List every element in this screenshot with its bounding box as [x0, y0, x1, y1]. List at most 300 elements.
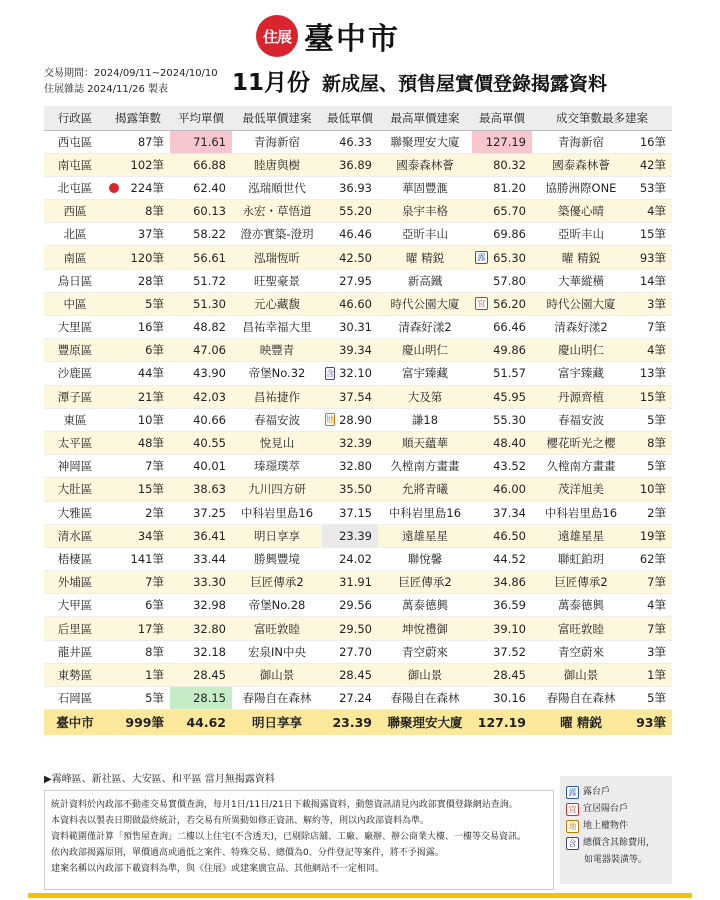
high-project-cell: 遠雄星星	[378, 524, 472, 547]
avg-price-cell: 40.01	[170, 455, 232, 478]
top-count-cell: 3筆	[630, 292, 672, 315]
count-cell	[106, 176, 170, 199]
legend-item-terrace	[566, 784, 666, 801]
legend-item-superficies	[566, 818, 666, 835]
top-count-cell: 5筆	[630, 687, 672, 710]
high-price-cell: 69.86	[472, 223, 532, 246]
top-project-cell: 慶山明仁	[532, 339, 630, 362]
high-project-cell: 中科岩里島16	[378, 501, 472, 524]
count-cell: 34筆	[106, 524, 170, 547]
district-cell: 石岡區	[44, 687, 106, 710]
page-header	[0, 0, 720, 106]
note-line: 資料範圍僅計算「預售屋查詢」二樓以上住宅(不含透天)，已剔除店舖、工廠、廠辦、辦公商業大樓、一樓等交易資訊。	[51, 832, 527, 842]
count-cell: 16筆	[106, 316, 170, 339]
table-row	[44, 547, 672, 570]
top-count-cell: 42筆	[630, 153, 672, 176]
district-cell: 東區	[44, 408, 106, 431]
high-price-cell: 65.70	[472, 200, 532, 223]
high-price-cell: 36.59	[472, 594, 532, 617]
notes-box	[44, 790, 554, 890]
high-price-cell: 30.16	[472, 687, 532, 710]
balcony-mark-icon: 宜	[566, 803, 579, 816]
low-project-cell: 春福安波	[232, 408, 322, 431]
top-count-cell: 2筆	[630, 501, 672, 524]
brand-logo	[256, 14, 400, 58]
top-count-cell: 5筆	[630, 455, 672, 478]
count-cell: 102筆	[106, 153, 170, 176]
count-cell: 28筆	[106, 269, 170, 292]
high-project-cell: 時代公園大廈	[378, 292, 472, 315]
title-text: 新成屋、預售屋實價登錄揭露資料	[322, 73, 608, 95]
low-project-cell: 昌祐捷作	[232, 385, 322, 408]
avg-price-cell: 56.61	[170, 246, 232, 269]
low-price-cell: 29.50	[322, 617, 378, 640]
high-price-cell: 34.86	[472, 571, 532, 594]
meta-info	[44, 66, 218, 98]
top-project-cell: 協勝洲際ONE	[532, 176, 630, 199]
total-district: 臺中市	[44, 710, 106, 735]
top-project-cell: 遠雄星星	[532, 524, 630, 547]
high-price-cell: 44.52	[472, 547, 532, 570]
count-cell: 87筆	[106, 130, 170, 153]
count-cell: 2筆	[106, 501, 170, 524]
high-price-cell: 66.46	[472, 316, 532, 339]
top-count-cell: 10筆	[630, 478, 672, 501]
low-project-cell: 帝堡No.28	[232, 594, 322, 617]
col-header-low-name: 最低單價建案	[232, 106, 322, 130]
cell-value: 224筆	[130, 180, 164, 195]
avg-price-cell: 43.90	[170, 362, 232, 385]
count-cell: 48筆	[106, 431, 170, 454]
high-price-cell: 45.95	[472, 385, 532, 408]
low-price-cell: 30.31	[322, 316, 378, 339]
avg-price-cell: 33.30	[170, 571, 232, 594]
district-cell: 大雅區	[44, 501, 106, 524]
low-price-cell: 46.33	[322, 130, 378, 153]
table-row	[44, 316, 672, 339]
avg-price-cell: 48.82	[170, 316, 232, 339]
legend-extra: 如電器裝潢等。	[584, 855, 648, 865]
low-project-cell: 旺聖豪景	[232, 269, 322, 292]
inclusive-mark-icon: 含	[566, 837, 579, 850]
top-project-cell: 富宇臻藏	[532, 362, 630, 385]
note-line: 本資料表以製表日期做最終統計，若交易有所異動如修正資訊、解約等，則以內政部資料為準。	[51, 816, 430, 826]
top-count-cell: 5筆	[630, 408, 672, 431]
avg-price-cell: 40.66	[170, 408, 232, 431]
high-price-cell	[472, 292, 532, 315]
high-project-cell: 新高鐵	[378, 269, 472, 292]
top-project-cell: 久樘南方畫畫	[532, 455, 630, 478]
high-project-cell: 國泰森林薈	[378, 153, 472, 176]
table-row	[44, 385, 672, 408]
high-project-cell: 御山景	[378, 663, 472, 686]
count-cell: 15筆	[106, 478, 170, 501]
top-count-cell: 1筆	[630, 663, 672, 686]
low-project-cell: 元心藏馥	[232, 292, 322, 315]
high-price-cell: 43.52	[472, 455, 532, 478]
table-row	[44, 524, 672, 547]
legend-label: 露台戶	[583, 787, 611, 797]
top-project-cell: 青海新宿	[532, 130, 630, 153]
table-row	[44, 362, 672, 385]
count-cell: 141筆	[106, 547, 170, 570]
table-row	[44, 640, 672, 663]
low-price-cell: 37.54	[322, 385, 378, 408]
low-price-cell: 23.39	[322, 524, 378, 547]
high-price-cell: 37.34	[472, 501, 532, 524]
avg-price-cell: 71.61	[170, 130, 232, 153]
table-row	[44, 130, 672, 153]
low-price-cell: 27.24	[322, 687, 378, 710]
top-project-cell: 中科岩里島16	[532, 501, 630, 524]
cell-value: 56.20	[493, 296, 526, 311]
district-cell: 豐原區	[44, 339, 106, 362]
top-project-cell: 曜 精鋭	[532, 246, 630, 269]
low-price-cell: 24.02	[322, 547, 378, 570]
high-project-cell: 聯悅馨	[378, 547, 472, 570]
city-name: 臺中市	[304, 22, 400, 57]
low-project-cell: 泓瑞順世代	[232, 176, 322, 199]
avg-price-cell: 28.45	[170, 663, 232, 686]
avg-price-cell: 62.40	[170, 176, 232, 199]
high-project-cell: 清森好漾2	[378, 316, 472, 339]
zhuzhan-logo-badge: 住展	[256, 15, 298, 57]
top-project-cell: 茂洋旭美	[532, 478, 630, 501]
table-row	[44, 571, 672, 594]
legend-item-balcony	[566, 801, 666, 818]
district-cell: 梧棲區	[44, 547, 106, 570]
avg-price-cell: 32.80	[170, 617, 232, 640]
district-cell: 烏日區	[44, 269, 106, 292]
top-project-cell: 御山景	[532, 663, 630, 686]
col-header-low: 最低單價	[322, 106, 378, 130]
top-count-cell: 19筆	[630, 524, 672, 547]
low-price-cell: 27.95	[322, 269, 378, 292]
low-project-cell: 瑧璟璞萃	[232, 455, 322, 478]
top-count-cell: 8筆	[630, 431, 672, 454]
cell-value: 65.30	[493, 250, 526, 265]
page-title	[232, 64, 607, 97]
producer-line: 住展雜誌 2024/11/26 製表	[44, 84, 168, 95]
top-project-cell: 春福安波	[532, 408, 630, 431]
low-project-cell: 泓瑞恆昕	[232, 246, 322, 269]
count-cell: 37筆	[106, 223, 170, 246]
top-count-cell: 13筆	[630, 362, 672, 385]
legend-label: 總價含其餘費用，	[583, 838, 656, 848]
district-cell: 西屯區	[44, 130, 106, 153]
count-cell: 21筆	[106, 385, 170, 408]
high-project-cell: 曜 精鋭	[378, 246, 472, 269]
high-project-cell: 華固豐滙	[378, 176, 472, 199]
low-project-cell: 春陽自在森林	[232, 687, 322, 710]
high-project-cell: 聯聚理安大廈	[378, 130, 472, 153]
top-count-cell: 15筆	[630, 385, 672, 408]
high-project-cell: 慶山明仁	[378, 339, 472, 362]
han-mark-icon: 含	[326, 368, 335, 378]
price-table	[44, 106, 672, 735]
low-project-cell: 富旺敦睦	[232, 617, 322, 640]
col-header-high-name: 最高單價建案	[378, 106, 472, 130]
district-cell: 后里區	[44, 617, 106, 640]
table-row	[44, 292, 672, 315]
table-row	[44, 478, 672, 501]
high-price-cell: 48.40	[472, 431, 532, 454]
district-cell: 西區	[44, 200, 106, 223]
table-row	[44, 153, 672, 176]
legend-label: 地上權物件	[583, 821, 629, 831]
high-project-cell: 大及第	[378, 385, 472, 408]
low-project-cell: 帝堡No.32	[232, 362, 322, 385]
table-row	[44, 501, 672, 524]
col-header-count: 揭露筆數	[106, 106, 170, 130]
top-count-cell: 4筆	[630, 339, 672, 362]
total-low: 23.39	[322, 710, 378, 735]
low-project-cell: 御山景	[232, 663, 322, 686]
cell-value: 28.90	[339, 412, 372, 427]
district-cell: 北區	[44, 223, 106, 246]
table-row	[44, 408, 672, 431]
avg-price-cell: 58.22	[170, 223, 232, 246]
high-price-cell: 127.19	[472, 130, 532, 153]
high-project-cell: 巨匠傳承2	[378, 571, 472, 594]
high-price-cell: 49.86	[472, 339, 532, 362]
trading-period: 交易期間：2024/09/11~2024/10/10	[44, 68, 218, 79]
low-price-cell: 36.93	[322, 176, 378, 199]
table-row	[44, 176, 672, 199]
district-cell: 北屯區	[44, 176, 106, 199]
total-row	[44, 710, 672, 735]
count-cell: 6筆	[106, 339, 170, 362]
high-project-cell: 久樘南方畫畫	[378, 455, 472, 478]
high-price-cell: 51.57	[472, 362, 532, 385]
total-count: 999筆	[106, 710, 170, 735]
table-row	[44, 663, 672, 686]
top-project-cell: 築優心晴	[532, 200, 630, 223]
note-line: 統計資料於內政部不動產交易實價查詢，每月1日/11日/21日下載揭露資料，動態資訊請見內政部實價登錄網站查詢。	[51, 800, 518, 810]
low-price-cell: 39.34	[322, 339, 378, 362]
high-project-cell: 坤悅禮御	[378, 617, 472, 640]
district-cell: 大里區	[44, 316, 106, 339]
top-count-cell: 4筆	[630, 200, 672, 223]
top-count-cell: 53筆	[630, 176, 672, 199]
top-count-cell: 14筆	[630, 269, 672, 292]
avg-price-cell: 32.98	[170, 594, 232, 617]
note-line: 建案名稱以內政部下載資料為準，與《住展》或建案廣宣品、其他網站不一定相同。	[51, 864, 385, 874]
low-project-cell: 澄亦實築-澄玥	[232, 223, 322, 246]
low-price-cell	[322, 408, 378, 431]
superficies-mark-icon: 地	[566, 820, 579, 833]
avg-price-cell: 37.25	[170, 501, 232, 524]
top-project-cell: 巨匠傳承2	[532, 571, 630, 594]
terrace-mark-icon: 露	[566, 786, 579, 799]
top-project-cell: 大華縱橫	[532, 269, 630, 292]
table-row	[44, 223, 672, 246]
high-price-cell: 28.45	[472, 663, 532, 686]
high-price-cell: 80.32	[472, 153, 532, 176]
total-top-count: 93筆	[630, 710, 672, 735]
total-top-name: 曜 精鋭	[532, 710, 630, 735]
low-project-cell: 九川四方研	[232, 478, 322, 501]
total-high: 127.19	[472, 710, 532, 735]
district-cell: 中區	[44, 292, 106, 315]
high-project-cell: 亞昕丰山	[378, 223, 472, 246]
table-row	[44, 594, 672, 617]
avg-price-cell: 40.55	[170, 431, 232, 454]
district-cell: 南屯區	[44, 153, 106, 176]
high-project-cell: 萬泰德興	[378, 594, 472, 617]
district-cell: 大甲區	[44, 594, 106, 617]
high-project-cell: 青空蔚來	[378, 640, 472, 663]
count-cell: 10筆	[106, 408, 170, 431]
col-header-top: 成交筆數最多建案	[532, 106, 672, 130]
high-project-cell: 泉宇丰格	[378, 200, 472, 223]
avg-price-cell: 51.72	[170, 269, 232, 292]
table-row	[44, 455, 672, 478]
low-price-cell: 46.46	[322, 223, 378, 246]
col-header-avg: 平均單價	[170, 106, 232, 130]
legend-label: 宜居陽台戶	[583, 804, 629, 814]
district-cell: 龍井區	[44, 640, 106, 663]
top-count-cell: 4筆	[630, 594, 672, 617]
low-price-cell	[322, 362, 378, 385]
avg-price-cell: 66.88	[170, 153, 232, 176]
top-count-cell: 15筆	[630, 223, 672, 246]
high-price-cell: 57.80	[472, 269, 532, 292]
district-cell: 南區	[44, 246, 106, 269]
low-price-cell: 35.50	[322, 478, 378, 501]
low-price-cell: 55.20	[322, 200, 378, 223]
avg-price-cell: 42.03	[170, 385, 232, 408]
high-price-cell: 81.20	[472, 176, 532, 199]
count-cell: 7筆	[106, 455, 170, 478]
count-cell: 8筆	[106, 640, 170, 663]
low-project-cell: 睦唐與樹	[232, 153, 322, 176]
high-project-cell: 春陽自在森林	[378, 687, 472, 710]
yi-mark-icon: 宜	[475, 297, 488, 310]
count-cell: 120筆	[106, 246, 170, 269]
count-cell: 5筆	[106, 292, 170, 315]
high-price-cell: 46.00	[472, 478, 532, 501]
district-cell: 清水區	[44, 524, 106, 547]
low-price-cell: 36.89	[322, 153, 378, 176]
low-price-cell: 32.80	[322, 455, 378, 478]
table-row	[44, 269, 672, 292]
low-price-cell: 27.70	[322, 640, 378, 663]
top-project-cell: 時代公園大廈	[532, 292, 630, 315]
legend-item-inclusive	[566, 835, 666, 852]
high-project-cell: 順天蘊華	[378, 431, 472, 454]
top-project-cell: 國泰森林薈	[532, 153, 630, 176]
title-month: 11月份	[232, 70, 311, 96]
district-cell: 外埔區	[44, 571, 106, 594]
top-count-cell: 7筆	[630, 571, 672, 594]
low-project-cell: 永宏・草悟道	[232, 200, 322, 223]
avg-price-cell: 60.13	[170, 200, 232, 223]
table-row	[44, 200, 672, 223]
legend-box	[560, 776, 672, 884]
no-data-note: ▶霧峰區、新社區、大安區、和平區 當月無揭露資料	[44, 774, 275, 785]
table-row	[44, 617, 672, 640]
avg-price-cell: 33.44	[170, 547, 232, 570]
lu-mark-icon: 露	[475, 251, 488, 264]
total-avg: 44.62	[170, 710, 232, 735]
top-count-cell: 7筆	[630, 316, 672, 339]
count-cell: 8筆	[106, 200, 170, 223]
top-count-cell: 16筆	[630, 130, 672, 153]
low-project-cell: 明日享享	[232, 524, 322, 547]
low-project-cell: 映豐青	[232, 339, 322, 362]
district-cell: 東勢區	[44, 663, 106, 686]
top-project-cell: 清森好漾2	[532, 316, 630, 339]
top-project-cell: 櫻花昕光之櫻	[532, 431, 630, 454]
table-header-row	[44, 106, 672, 130]
low-project-cell: 勝興豐境	[232, 547, 322, 570]
district-cell: 大肚區	[44, 478, 106, 501]
count-cell: 44筆	[106, 362, 170, 385]
top-project-cell: 青空蔚來	[532, 640, 630, 663]
count-cell: 17筆	[106, 617, 170, 640]
low-price-cell: 29.56	[322, 594, 378, 617]
note-line: 依內政部揭露原則，單價過高或過低之案件、特殊交易、總價為0、分件登記等案件，將不予揭露。	[51, 848, 444, 858]
count-cell: 1筆	[106, 663, 170, 686]
low-project-cell: 昌祐幸福大里	[232, 316, 322, 339]
low-project-cell: 巨匠傳承2	[232, 571, 322, 594]
cell-value: 32.10	[339, 366, 372, 381]
low-price-cell: 42.50	[322, 246, 378, 269]
top-project-cell: 亞昕丰山	[532, 223, 630, 246]
top-count-cell: 3筆	[630, 640, 672, 663]
table-row	[44, 687, 672, 710]
avg-price-cell: 38.63	[170, 478, 232, 501]
table-row	[44, 246, 672, 269]
top-project-cell: 萬泰德興	[532, 594, 630, 617]
col-header-high: 最高單價	[472, 106, 532, 130]
table-row	[44, 339, 672, 362]
low-project-cell: 中科岩里島16	[232, 501, 322, 524]
avg-price-cell: 51.30	[170, 292, 232, 315]
high-price-cell: 46.50	[472, 524, 532, 547]
top-project-cell: 丹源齊植	[532, 385, 630, 408]
top-project-cell: 富旺敦睦	[532, 617, 630, 640]
district-cell: 沙鹿區	[44, 362, 106, 385]
top-project-cell: 聯虹鉑玥	[532, 547, 630, 570]
red-dot-icon	[109, 183, 119, 193]
high-price-cell: 37.52	[472, 640, 532, 663]
avg-price-cell: 36.41	[170, 524, 232, 547]
low-project-cell: 宏泉IN中央	[232, 640, 322, 663]
avg-price-cell: 32.18	[170, 640, 232, 663]
top-count-cell: 7筆	[630, 617, 672, 640]
district-cell: 潭子區	[44, 385, 106, 408]
low-project-cell: 悅見山	[232, 431, 322, 454]
low-price-cell: 37.15	[322, 501, 378, 524]
high-price-cell	[472, 246, 532, 269]
top-count-cell: 62筆	[630, 547, 672, 570]
high-project-cell: 謙18	[378, 408, 472, 431]
high-price-cell: 55.30	[472, 408, 532, 431]
high-price-cell: 39.10	[472, 617, 532, 640]
count-cell: 7筆	[106, 571, 170, 594]
low-price-cell: 31.91	[322, 571, 378, 594]
table-row	[44, 431, 672, 454]
total-low-name: 明日享享	[232, 710, 322, 735]
top-count-cell: 93筆	[630, 246, 672, 269]
high-project-cell: 允將青曦	[378, 478, 472, 501]
count-cell: 6筆	[106, 594, 170, 617]
bottom-accent-bar	[28, 893, 692, 898]
top-project-cell: 春陽自在森林	[532, 687, 630, 710]
district-cell: 太平區	[44, 431, 106, 454]
